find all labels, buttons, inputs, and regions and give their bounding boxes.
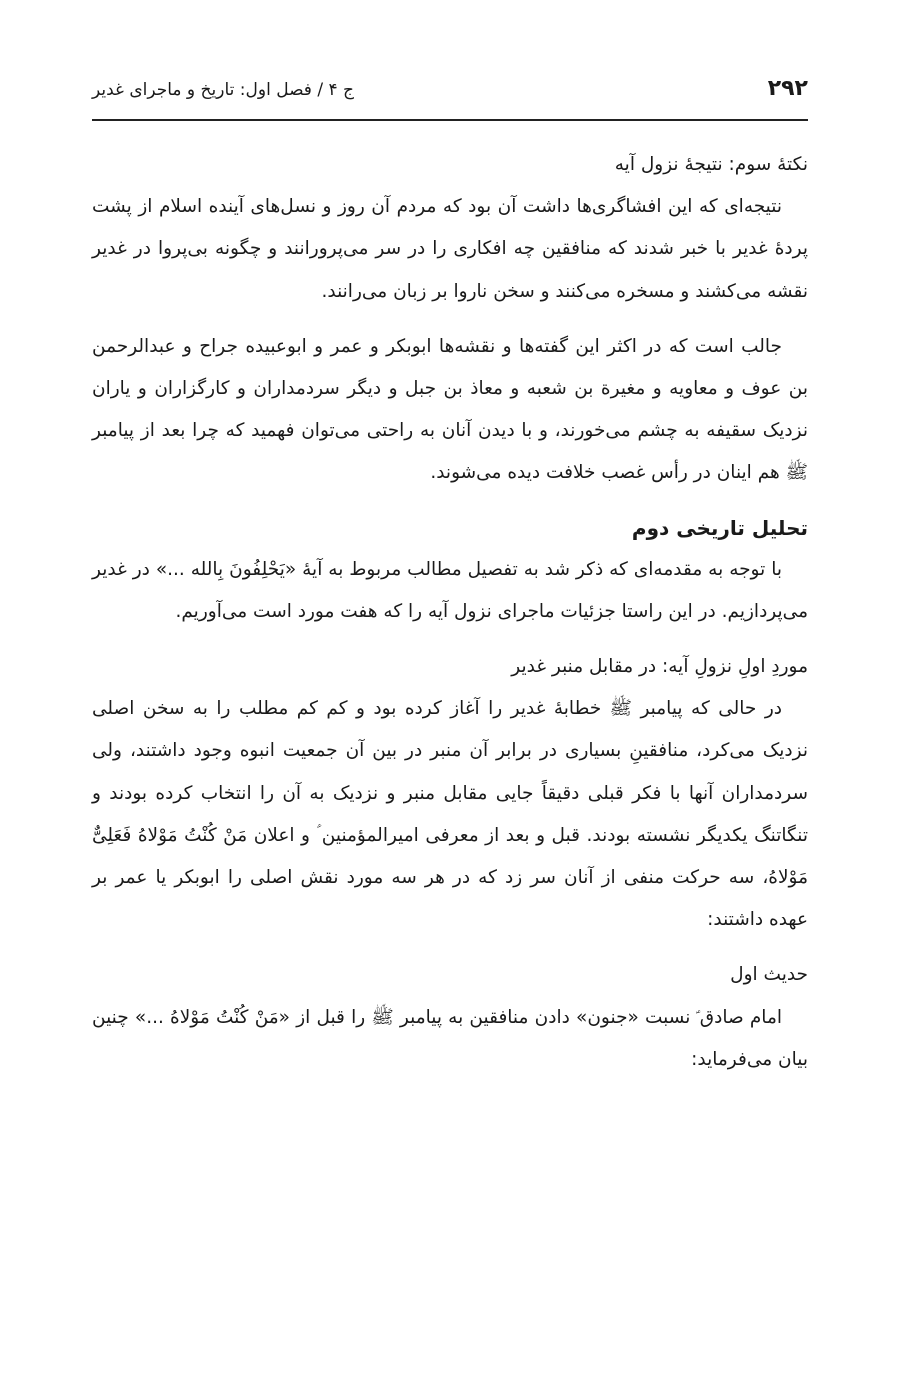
page-number: ۲۹۲: [767, 76, 808, 101]
hadith-heading: حدیث اول: [730, 964, 808, 986]
page-body: [92, 144, 808, 1081]
running-title: ج ۴ / فصل اول: تاریخ و ماجرای غدیر: [92, 80, 355, 100]
paragraph-notable: جالب است که در اکثر این گفته‌ها و نقشه‌ها ابوبکر و عمر و ابوعبیده جراح و عبدالرحمن بن عوف و معاویه و مغیرة بن شعبه و معاذ بن جبل و دیگر سردمداران و کارگزاران و یاران نزدیک سقیفه به چشم می‌خورند، و با دیدن آنان به راحتی می‌توان فهمید که چرا بعد از پیامبر ﷺ هم اینان در رأس غصب خلافت دیده می‌شوند.: [92, 335, 808, 484]
paragraph-case-one: در حالی که پیامبر ﷺ خطابۀ غدیر را آغاز کرده بود و کم کم مطلب را به سخن اصلی نزدیک می‌کرد، منافقینِ بسیاری در برابر آن منبر در بین آن جمعیت انبوه وجود داشتند، ولی سردمداران آنها با فکر قبلی دقیقاً جایی مقابل منبر و نزدیک به آن را انتخاب کرده بودند و تنگاتنگ یکدیگر نشسته بودند. قبل و بعد از معرفی امیرالمؤمنین ؑ و اعلان مَنْ کُنْتُ مَوْلاهُ فَعَلِیٌّ مَوْلاهُ، سه حرکت منفی از آنان سر زد که در هر سه مورد نقش اصلی را ابوبکر یا عمر بر عهده داشتند:: [92, 698, 808, 931]
page-header: [92, 74, 808, 118]
paragraph-introduction: با توجه به مقدمه‌ای که ذکر شد به تفصیل مطالب مربوط به آیۀ «یَحْلِفُونَ بِالله ...» در غدیر می‌پردازیم. در این راستا جزئیات ماجرای نزول آیه را که هفت مورد است می‌آوریم.: [92, 558, 808, 622]
case-heading: موردِ اولِ نزولِ آیه: در مقابل منبر غدیر: [511, 656, 808, 678]
header-divider: [92, 119, 808, 121]
paragraph-result: نتیجه‌ای که این افشاگری‌ها داشت آن بود که مردم آن روز و نسل‌های آینده اسلام از پشت پردۀ غدیر با خبر شدند که منافقین چه افکاری را در سر می‌پرورانند و چگونه بی‌پروا در غدیر نقشه می‌کشند و مسخره می‌کنند و سخن ناروا بر زبان می‌رانند.: [92, 196, 808, 302]
paragraph-hadith-one: امام صادق ؑ نسبت «جنون» دادن منافقین به پیامبر ﷺ را قبل از «مَنْ کُنْتُ مَوْلاهُ ...» چنین بیان می‌فرماید:: [92, 1006, 808, 1070]
section-heading: تحلیل تاریخی دوم: [631, 515, 808, 540]
point-heading: نکتۀ سوم: نتیجۀ نزول آیه: [614, 154, 808, 175]
